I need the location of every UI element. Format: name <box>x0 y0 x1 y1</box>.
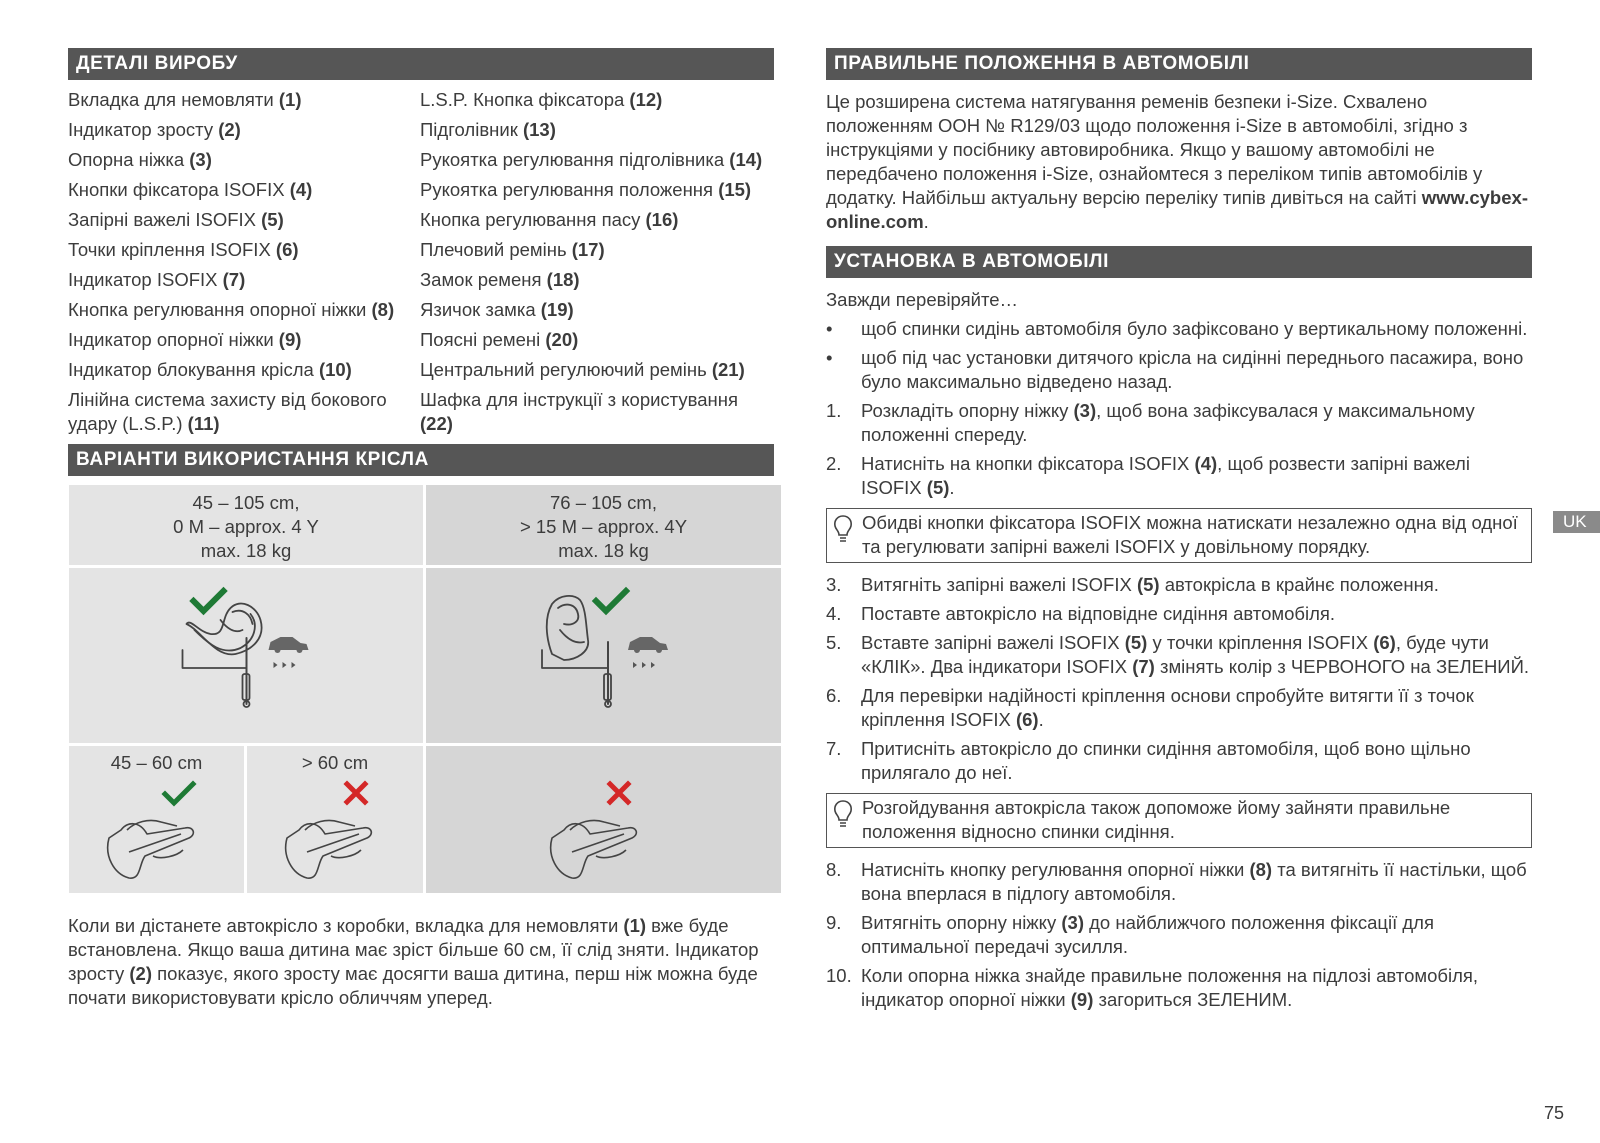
ref-number: (5) <box>926 477 950 498</box>
part-label: Кнопка регулювання опорної ніжки <box>68 299 372 320</box>
install-heading: УСТАНОВКА В АВТОМОБІЛІ <box>826 246 1532 278</box>
step-number: 1. <box>826 400 842 421</box>
part-label: Рукоятка регулювання підголівника <box>420 149 730 170</box>
language-tab: UK <box>1553 511 1600 533</box>
part-label: Опорна ніжка <box>68 149 190 170</box>
lightbulb-icon <box>833 799 853 829</box>
install-step <box>826 573 1532 597</box>
position-end: . <box>923 211 929 232</box>
usage-figure-forward <box>426 568 781 743</box>
part-item <box>420 118 774 142</box>
cross-icon <box>347 784 365 802</box>
part-number: (3) <box>189 149 212 170</box>
part-item <box>420 388 774 436</box>
install-step <box>826 452 1532 500</box>
usage-spec-rear-line3: max. 18 kg <box>200 540 292 561</box>
part-item <box>68 328 420 352</box>
part-number: (18) <box>546 269 580 290</box>
part-label: Язичок замка <box>420 299 541 320</box>
bullet-2-text: щоб під час установки дитячого крісла на сидінні переднього пасажира, воно було максимально відведено назад. <box>861 347 1524 392</box>
car-icon <box>628 637 668 668</box>
part-number: (12) <box>629 89 663 110</box>
ref-number: (5) <box>1136 574 1160 595</box>
part-number: (16) <box>645 209 679 230</box>
part-number: (13) <box>522 119 556 140</box>
part-number: (21) <box>711 359 745 380</box>
part-item <box>420 238 774 262</box>
install-step <box>826 858 1532 906</box>
check-icon <box>165 784 193 803</box>
ref-number: (6) <box>1015 709 1039 730</box>
part-number: (15) <box>718 179 752 200</box>
part-label: Індикатор ISOFIX <box>68 269 223 290</box>
ref-number: (5) <box>1124 632 1148 653</box>
usage-spec-rear-line2: 0 M – approx. 4 Y <box>173 516 319 537</box>
part-number: (19) <box>540 299 574 320</box>
part-item <box>68 358 420 382</box>
infant-insert-icon <box>247 746 423 893</box>
part-number: (9) <box>278 329 302 350</box>
insert-large-label: > 60 cm <box>301 752 369 773</box>
position-text: Це розширена система натягування ременів безпеки i-Size. Схвалено положенням ООН № R129/03 щодо положення i-Size в автомобілі, згідно з інструкціями у посібнику автовиробника. Якщо у вашому автомобілі не передбачено положення i-Size, ознайомтеся з переліком типів автомобілів у додатку. Найбільш актуальну версію переліку типів дивіться на сайті <box>826 91 1483 208</box>
tip-box-2 <box>826 793 1532 848</box>
install-steps <box>826 288 1532 1012</box>
step-number: 3. <box>826 574 842 595</box>
part-item <box>68 118 420 142</box>
part-item <box>420 148 774 172</box>
part-label: Плечовий ремінь <box>420 239 572 260</box>
step-number: 6. <box>826 685 842 706</box>
part-item <box>420 298 774 322</box>
part-item <box>68 88 420 112</box>
ref-number: (1) <box>623 915 647 936</box>
position-heading: ПРАВИЛЬНЕ ПОЛОЖЕННЯ В АВТОМОБІЛІ <box>826 48 1532 80</box>
install-step <box>826 737 1532 785</box>
infant-insert-icon <box>69 746 244 893</box>
part-item <box>68 268 420 292</box>
install-step <box>826 911 1532 959</box>
product-parts-heading: ДЕТАЛІ ВИРОБУ <box>68 48 774 80</box>
step-number: 7. <box>826 738 842 759</box>
part-number: (8) <box>371 299 395 320</box>
closing-paragraph: Коли ви дістанете автокрісло з коробки, вкладка для немовляти (1) вже буде встановлена. Якщо ваша дитина має зріст більше 60 см, її слід зняти. Індикатор зросту (2) показує, якого зросту має досягти ваша дитина, перш ніж можна буде почати використовувати крісло обличчям уперед. <box>68 915 759 1008</box>
insert-small-label: 45 – 60 cm <box>110 752 203 773</box>
usage-heading: ВАРІАНТИ ВИКОРИСТАННЯ КРІСЛА <box>68 444 774 476</box>
cross-icon <box>610 784 628 802</box>
bullet-mark: • <box>826 347 833 368</box>
left-column <box>68 48 774 1010</box>
part-item <box>68 388 420 436</box>
step-text: Коли опорна ніжка знайде правильне положення на підлозі автомобіля, індикатор опорної ніжки (9) загориться ЗЕЛЕНИМ. <box>861 965 1479 1010</box>
ref-number: (3) <box>1061 912 1084 933</box>
check-bullet-1 <box>826 317 1532 341</box>
install-step <box>826 399 1532 447</box>
step-text: Поставте автокрісло на відповідне сидіння автомобіля. <box>861 603 1336 624</box>
part-label: Підголівник <box>420 119 523 140</box>
part-number: (17) <box>571 239 605 260</box>
usage-spec-forward-line3: max. 18 kg <box>558 540 649 561</box>
right-column <box>826 48 1532 1017</box>
part-item <box>420 268 774 292</box>
ref-number: (9) <box>1070 989 1094 1010</box>
part-label: L.S.P. Кнопка фіксатора <box>420 89 630 110</box>
part-label: Кнопки фіксатора ISOFIX <box>68 179 290 200</box>
usage-grid <box>68 484 774 894</box>
step-text: Розкладіть опорну ніжку (3), щоб вона зафіксувалася у максимальному положенні спереду. <box>861 400 1475 445</box>
ref-number: (8) <box>1249 859 1273 880</box>
usage-spec-forward-line1: 76 – 105 cm, <box>550 492 657 513</box>
ref-number: (4) <box>1194 453 1218 474</box>
step-text: Натисніть на кнопки фіксатора ISOFIX (4), щоб розвести запірні важелі ISOFIX (5). <box>861 453 1470 498</box>
step-number: 10. <box>826 965 852 986</box>
part-number: (1) <box>278 89 302 110</box>
car-icon <box>269 637 309 668</box>
part-label: Центральний регулюючий ремінь <box>420 359 712 380</box>
part-number: (20) <box>545 329 579 350</box>
step-text: Для перевірки надійності кріплення основи спробуйте витягти її з точок кріплення ISOFIX (6). <box>861 685 1474 730</box>
step-text: Витягніть опорну ніжку (3) до найближчого положення фіксації для оптимальної передачі зусилля. <box>861 912 1434 957</box>
part-item <box>420 178 774 202</box>
check-bullet-2 <box>826 346 1532 394</box>
part-label: Індикатор опорної ніжки <box>68 329 279 350</box>
always-check-text: Завжди перевіряйте… <box>826 289 1019 310</box>
part-label: Запірні важелі ISOFIX <box>68 209 262 230</box>
part-label: Точки кріплення ISOFIX <box>68 239 276 260</box>
tip-2-text: Розгойдування автокрісла також допоможе йому зайняти правильне положення відносно спинки сидіння. <box>862 797 1451 842</box>
part-number: (14) <box>729 149 763 170</box>
steps-group-b <box>826 573 1532 785</box>
check-icon <box>194 591 224 611</box>
insert-forward-cell <box>426 746 781 893</box>
seat-rear-facing-icon <box>69 568 423 743</box>
usage-figure-rear <box>69 568 423 743</box>
step-number: 2. <box>826 453 842 474</box>
install-step <box>826 631 1532 679</box>
tip-1-text: Обидві кнопки фіксатора ISOFIX можна натискати незалежно одна від одної та регулювати запірні важелі ISOFIX у довільному порядку. <box>862 512 1518 557</box>
ref-number: (7) <box>1132 656 1155 677</box>
part-number: (22) <box>420 413 453 434</box>
part-label: Лінійна система захисту від бокового удару (L.S.P.) <box>68 389 387 434</box>
steps-group-c <box>826 858 1532 1012</box>
ref-number: (3) <box>1073 400 1097 421</box>
part-item <box>68 178 420 202</box>
part-item <box>68 298 420 322</box>
part-label: Рукоятка регулювання положення <box>420 179 719 200</box>
bullet-mark: • <box>826 318 833 339</box>
part-number: (4) <box>289 179 313 200</box>
part-number: (7) <box>222 269 246 290</box>
ref-number: (6) <box>1373 632 1396 653</box>
part-item <box>420 208 774 232</box>
install-step <box>826 602 1532 626</box>
part-number: (11) <box>187 413 220 434</box>
part-label: Вкладка для немовляти <box>68 89 279 110</box>
ref-number: (2) <box>129 963 153 984</box>
part-number: (5) <box>261 209 284 230</box>
step-number: 9. <box>826 912 842 933</box>
part-label: Замок ременя <box>420 269 547 290</box>
step-number: 4. <box>826 603 842 624</box>
part-item <box>68 208 420 232</box>
step-text: Витягніть запірні важелі ISOFIX (5) автокрісла в крайнє положення. <box>861 574 1439 595</box>
infant-insert-icon <box>426 746 781 893</box>
check-icon <box>596 591 626 611</box>
position-paragraph <box>826 90 1532 234</box>
part-label: Індикатор блокування крісла <box>68 359 319 380</box>
part-number: (6) <box>275 239 299 260</box>
usage-spec-rear <box>69 485 423 565</box>
part-number: (2) <box>218 119 241 140</box>
part-label: Кнопка регулювання пасу <box>420 209 646 230</box>
parts-list-col1 <box>68 88 420 436</box>
install-step <box>826 684 1532 732</box>
step-text: Вставте запірні важелі ISOFIX (5) у точки кріплення ISOFIX (6), буде чути «КЛІК». Два індикатори ISOFIX (7) змінять колір з ЧЕРВОНОГО на ЗЕЛЕНИЙ. <box>861 632 1530 677</box>
part-label: Індикатор зросту <box>68 119 219 140</box>
install-step <box>826 964 1532 1012</box>
step-text: Натисніть кнопку регулювання опорної ніжки (8) та витягніть її настільки, щоб вона вперлася в підлогу автомобіля. <box>861 859 1527 904</box>
cybex-website-link[interactable]: www.cybex-online.com <box>826 187 1528 232</box>
part-item <box>420 358 774 382</box>
step-number: 8. <box>826 859 842 880</box>
part-label: Поясні ремені <box>420 329 546 350</box>
step-text: Притисніть автокрісло до спинки сидіння автомобіля, щоб воно щільно прилягало до неї. <box>861 738 1471 783</box>
steps-group-a <box>826 399 1532 500</box>
part-item <box>68 148 420 172</box>
part-number: (10) <box>318 359 352 380</box>
part-item <box>420 88 774 112</box>
part-item <box>420 328 774 352</box>
seat-forward-facing-icon <box>426 568 781 743</box>
part-item <box>68 238 420 262</box>
lightbulb-icon <box>833 514 853 544</box>
insert-small-cell <box>69 746 244 893</box>
parts-list-col2 <box>420 88 774 436</box>
usage-spec-forward-line2: > 15 M – approx. 4Y <box>519 516 688 537</box>
parts-list <box>68 88 774 436</box>
bullet-1-text: щоб спинки сидінь автомобіля було зафіксовано у вертикальному положенні. <box>861 318 1528 339</box>
step-number: 5. <box>826 632 842 653</box>
tip-box-1 <box>826 508 1532 563</box>
page-number: 75 <box>1544 1103 1565 1123</box>
insert-large-cell <box>247 746 423 893</box>
usage-spec-rear-line1: 45 – 105 cm, <box>192 492 300 513</box>
part-label: Шафка для інструкції з користування <box>420 389 738 410</box>
usage-spec-forward <box>426 485 781 565</box>
